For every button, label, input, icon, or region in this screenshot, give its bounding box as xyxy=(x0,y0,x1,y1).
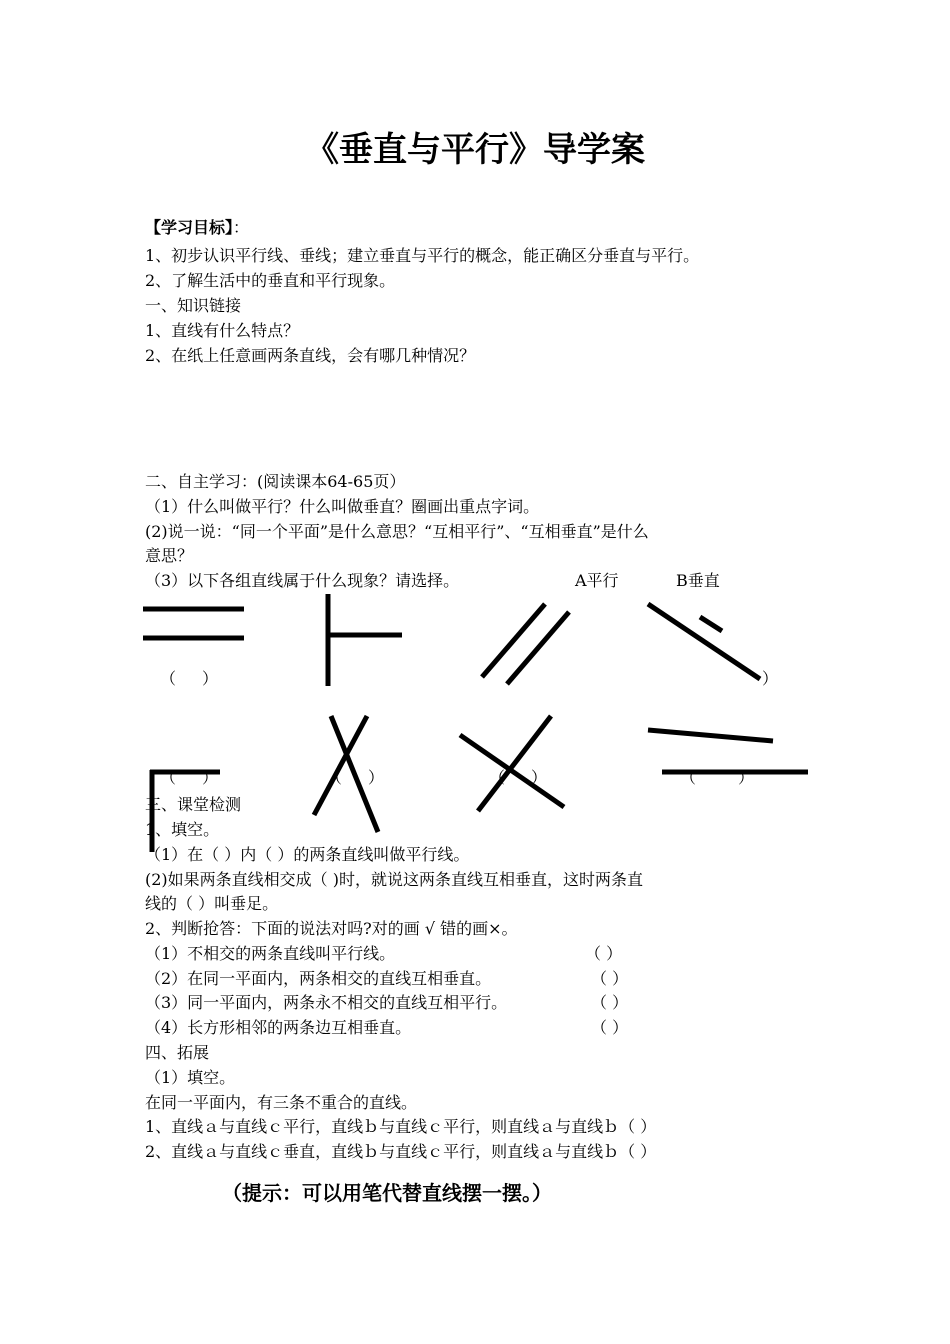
fig4-line-short xyxy=(700,617,722,631)
judge-statement-1: （1）不相交的两条直线叫平行线。 xyxy=(145,944,396,963)
fig6-line-2 xyxy=(314,716,367,815)
judge-statement-3: （3）同一平面内，两条永不相交的直线互相平行。 xyxy=(145,993,508,1012)
section2-heading: 二、自主学习：(阅读课本64-65页） xyxy=(145,472,406,491)
fig8-line-top xyxy=(648,730,773,741)
answer-blank-8[interactable]: （ ） xyxy=(680,768,755,787)
judge-statement-4: （4）长方形相邻的两条边互相垂直。 xyxy=(145,1018,412,1037)
section1-question-2: 2、在纸上任意画两条直线，会有哪几种情况？ xyxy=(145,346,476,365)
section3-judge-heading: 2、判断抢答：下面的说法对吗?对的画 √ 错的画×。 xyxy=(145,919,518,938)
judge-blank-4[interactable]: （ ） xyxy=(591,1018,629,1037)
section3-fill-heading: 1、填空。 xyxy=(145,820,220,839)
answer-blank-6[interactable]: （ ） xyxy=(326,768,385,787)
answer-blank-1[interactable]: （ ） xyxy=(160,669,219,688)
section2-question-2-line2: 意思？ xyxy=(145,546,194,565)
answer-blank-7[interactable]: （ ） xyxy=(489,768,548,787)
section1-heading: 一、知识链接 xyxy=(145,296,242,315)
section4-intro: 在同一平面内，有三条不重合的直线。 xyxy=(145,1093,418,1112)
fig3-line-1 xyxy=(482,604,545,677)
fig3-line-2 xyxy=(507,612,569,684)
answer-blank-5[interactable]: （ ） xyxy=(160,768,219,787)
section2-question-3: （3）以下各组直线属于什么现象？请选择。 xyxy=(145,571,460,590)
judge-blank-2[interactable]: （ ） xyxy=(591,969,629,988)
section4-question-2: 2、直线ａ与直线ｃ垂直，直线ｂ与直线ｃ平行，则直线ａ与直线ｂ（ ） xyxy=(145,1142,657,1161)
objectives-heading-text: 【学习目标】 xyxy=(145,218,234,237)
section2-question-1: （1）什么叫做平行？什么叫做垂直？圈画出重点字词。 xyxy=(145,497,540,516)
section3-fill-2-line1: (2)如果两条直线相交成（ )时，就说这两条直线互相垂直，这时两条直 xyxy=(145,870,643,889)
judge-statement-2: （2）在同一平面内，两条相交的直线互相垂直。 xyxy=(145,969,492,988)
section4-question-1: 1、直线ａ与直线ｃ平行，直线ｂ与直线ｃ平行，则直线ａ与直线ｂ（ ） xyxy=(145,1117,657,1136)
option-b-perpendicular: B垂直 xyxy=(676,571,720,590)
section3-fill-1: （1）在（ ）内（ ）的两条直线叫做平行线。 xyxy=(145,845,470,864)
answer-blank-4[interactable]: ） xyxy=(762,669,779,688)
page-title: 《垂直与平行》导学案 xyxy=(305,130,645,170)
fig4-line-long xyxy=(648,604,760,679)
judge-blank-3[interactable]: （ ） xyxy=(591,993,629,1012)
objective-item-2: 2、了解生活中的垂直和平行现象。 xyxy=(145,271,396,290)
section3-fill-2-line2: 线的（ ）叫垂足。 xyxy=(145,894,279,913)
section4-fill-heading: （1）填空。 xyxy=(145,1068,236,1087)
objectives-heading-colon: ： xyxy=(233,218,250,237)
section4-heading: 四、拓展 xyxy=(145,1043,210,1062)
judge-blank-1[interactable]: （ ） xyxy=(585,944,623,963)
section1-question-1: 1、直线有什么特点？ xyxy=(145,321,300,340)
option-a-parallel: A平行 xyxy=(575,571,619,590)
fig7-line-2 xyxy=(478,716,551,811)
section3-heading: 三、课堂检测 xyxy=(145,795,242,814)
hint-text: （提示：可以用笔代替直线摆一摆。） xyxy=(222,1181,552,1205)
objective-item-1: 1、初步认识平行线、垂线；建立垂直与平行的概念，能正确区分垂直与平行。 xyxy=(145,246,700,265)
section2-question-2-line1: (2)说一说：“同一个平面”是什么意思？“互相平行”、“互相垂直”是什么 xyxy=(145,522,649,541)
